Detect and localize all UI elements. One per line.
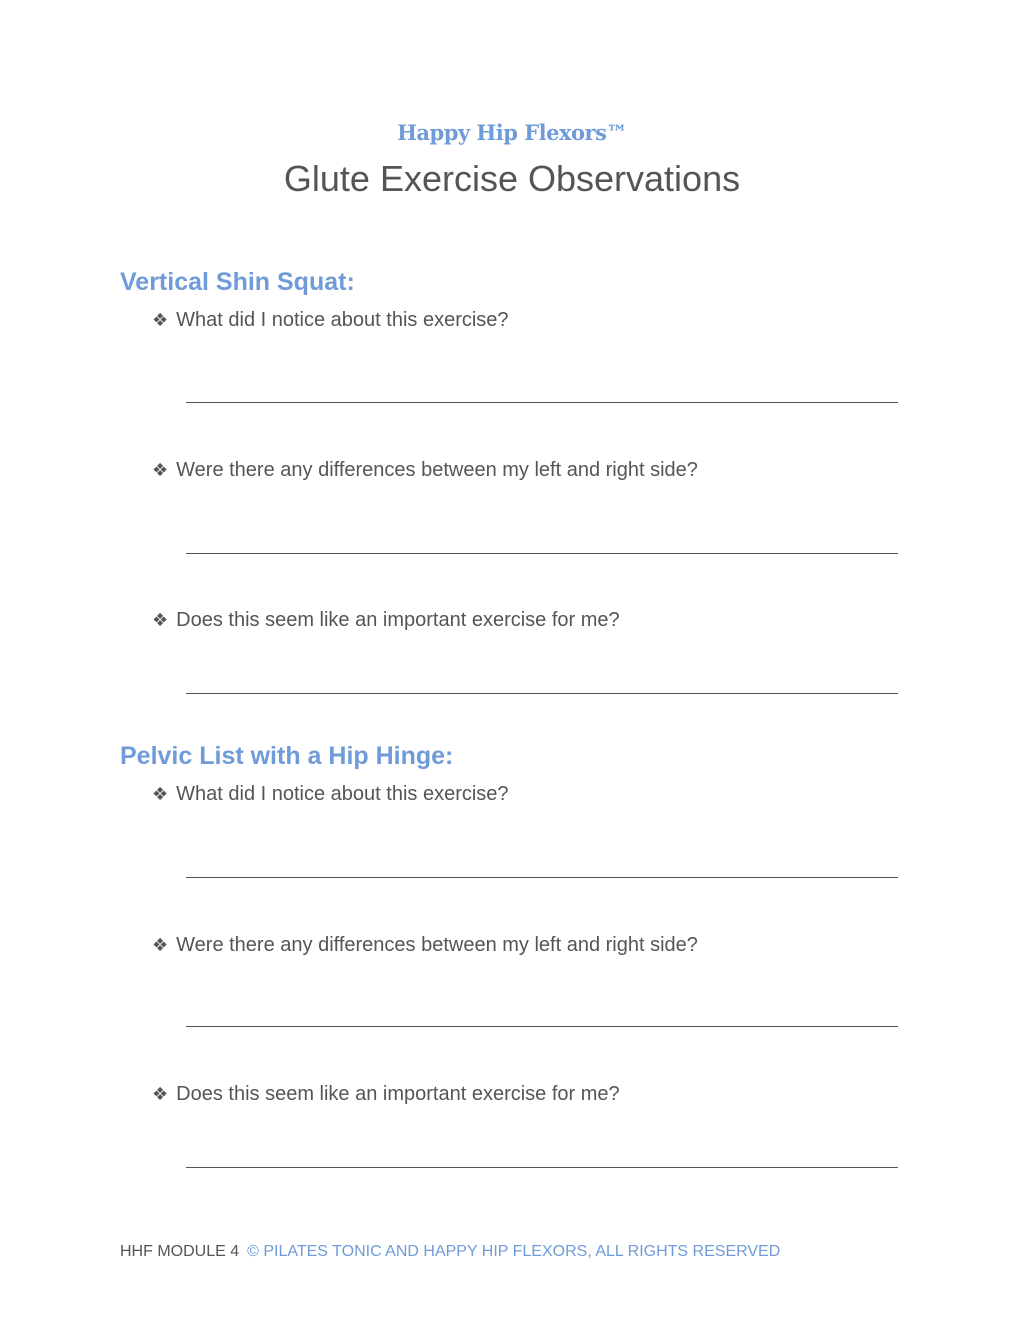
- question-text: Were there any differences between my left and right side?: [176, 459, 698, 481]
- question-text: What did I notice about this exercise?: [176, 309, 509, 331]
- question-item: [152, 459, 698, 482]
- question-item: [152, 934, 698, 957]
- answer-line[interactable]: [186, 1026, 898, 1027]
- page-title: Glute Exercise Observations: [283, 158, 741, 199]
- bullet-icon: ❖: [152, 460, 169, 481]
- bullet-icon: ❖: [152, 310, 169, 331]
- question-item: [152, 783, 509, 806]
- question-text: Does this seem like an important exercise for me?: [176, 1083, 620, 1105]
- question-item: [152, 1083, 620, 1106]
- section-heading-vertical-shin-squat: Vertical Shin Squat:: [120, 268, 355, 296]
- footer-module: HHF MODULE 4: [120, 1243, 240, 1260]
- section-heading-pelvic-list: Pelvic List with a Hip Hinge:: [120, 742, 454, 770]
- question-item: [152, 609, 620, 632]
- answer-line[interactable]: [186, 402, 898, 403]
- question-text: Does this seem like an important exercise for me?: [176, 609, 620, 631]
- question-text: What did I notice about this exercise?: [176, 783, 509, 805]
- bullet-icon: ❖: [152, 1084, 169, 1105]
- answer-line[interactable]: [186, 553, 898, 554]
- bullet-icon: ❖: [152, 784, 169, 805]
- brand-name: Happy Hip Flexors™: [397, 120, 627, 145]
- bullet-icon: ❖: [152, 935, 169, 956]
- answer-line[interactable]: [186, 693, 898, 694]
- bullet-icon: ❖: [152, 610, 169, 631]
- footer: [120, 1243, 780, 1261]
- answer-line[interactable]: [186, 1167, 898, 1168]
- question-item: [152, 309, 509, 332]
- footer-copyright: © PILATES TONIC AND HAPPY HIP FLEXORS, ALL RIGHTS RESERVED: [247, 1243, 781, 1260]
- answer-line[interactable]: [186, 877, 898, 878]
- question-text: Were there any differences between my left and right side?: [176, 934, 698, 956]
